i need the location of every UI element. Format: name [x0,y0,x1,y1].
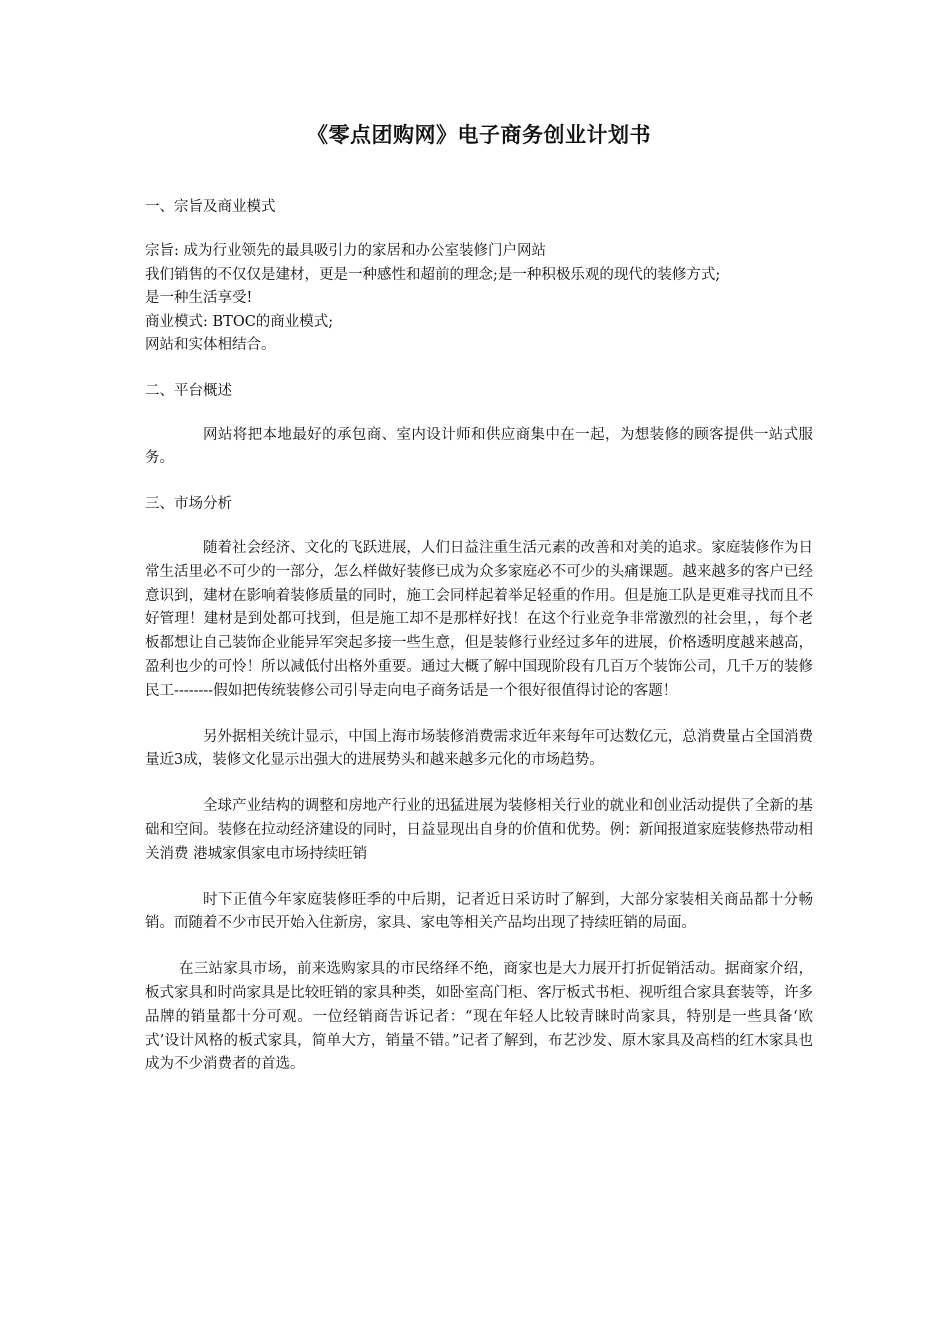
business-model-line: 商业模式: BTOC的商业模式; [145,313,334,330]
market-analysis-paragraph: 随着社会经济、文化的飞跃进展，人们日益注重生活元素的改善和对美的追求。家庭装修作为日常生活里必不可少的一部分，怎么样做好装修已成为众多家庭必不可少的头痛课题。越来越多的客户已经意识到，建材在影响着装修质量的同时，施工会同样起着举足轻重的作用。但是施工队是更难寻找而且不好管理！建材是到处都可找到，但是施工却不是那样好找！在这个行业竞争非常激烈的社会里，，每个老板都想让自己装饰企业能异军突起多接一些生意，但是装修行业经过多年的进展，价格透明度越来越高，盈利也少的可怜！所以减低付出格外重要。通过大概了解中国现阶段有几百万个装饰公司，几千万的装修民工--------假如把传统装修公司引导走向电子商务话是一个很好很值得讨论的客题！ [145,540,813,699]
document-content [145,118,813,1099]
section-heading-market-analysis: 三、市场分析 [145,496,232,513]
platform-overview-paragraph: 网站将把本地最好的承包商、室内设计师和供应商集中在一起，为想装修的顾客提供一站式服务。 [145,426,813,467]
furniture-market-paragraph: 在三站家具市场，前来选购家具的市民络绎不绝，商家也是大力展开打折促销活动。据商家介绍，板式家具和时尚家具是比较旺销的家具种类，如卧室高门柜、客厅板式书柜、视听组合家具套装等，许多品牌的销量都十分可观。一位经销商告诉记者：“现在年轻人比较青睐时尚家具，特别是一些具备‘欧式’设计风格的板式家具，简单大方，销量不错。”记者了解到，布艺沙发、原木家具及高档的红木家具也成为不少消费者的首选。 [145,961,813,1073]
market-statistics-paragraph: 另外据相关统计显示，中国上海市场装修消费需求近年来每年可达数亿元，总消费量占全国消费量近3成，装修文化显示出强大的进展势头和越来越多元化的市场趋势。 [145,728,813,769]
sales-concept-line: 我们销售的不仅仅是建材，更是一种感性和超前的理念;是一种积极乐观的现代的装修方式; [145,266,721,283]
section-heading-purpose-business-model: 一、宗旨及商业模式 [145,199,276,215]
purpose-line: 宗旨: 成为行业领先的最具吸引力的家居和办公室装修门户网站 [145,243,546,259]
purpose-business-model-block [145,240,813,358]
document-title: 《零点团购网》电子商务创业计划书 [307,123,651,147]
lifestyle-line: 是一种生活享受! [145,290,253,306]
industry-structure-paragraph: 全球产业结构的调整和房地产行业的迅猛进展为装修相关行业的就业和创业活动提供了全新的基础和空间。装修在拉动经济建设的同时，日益显现出自身的价值和优势。例：新闻报道家庭装修热带动相关消费 港城家俱家电市场持续旺销 [145,798,813,862]
section-heading-platform-overview: 二、平台概述 [145,382,232,399]
renovation-season-paragraph: 时下正值今年家庭装修旺季的中后期，记者近日采访时了解到，大部分家装相关商品都十分畅销。而随着不少市民开始入住新房，家具、家电等相关产品均出现了持续旺销的局面。 [145,891,813,932]
online-offline-line: 网站和实体相结合。 [145,337,276,353]
